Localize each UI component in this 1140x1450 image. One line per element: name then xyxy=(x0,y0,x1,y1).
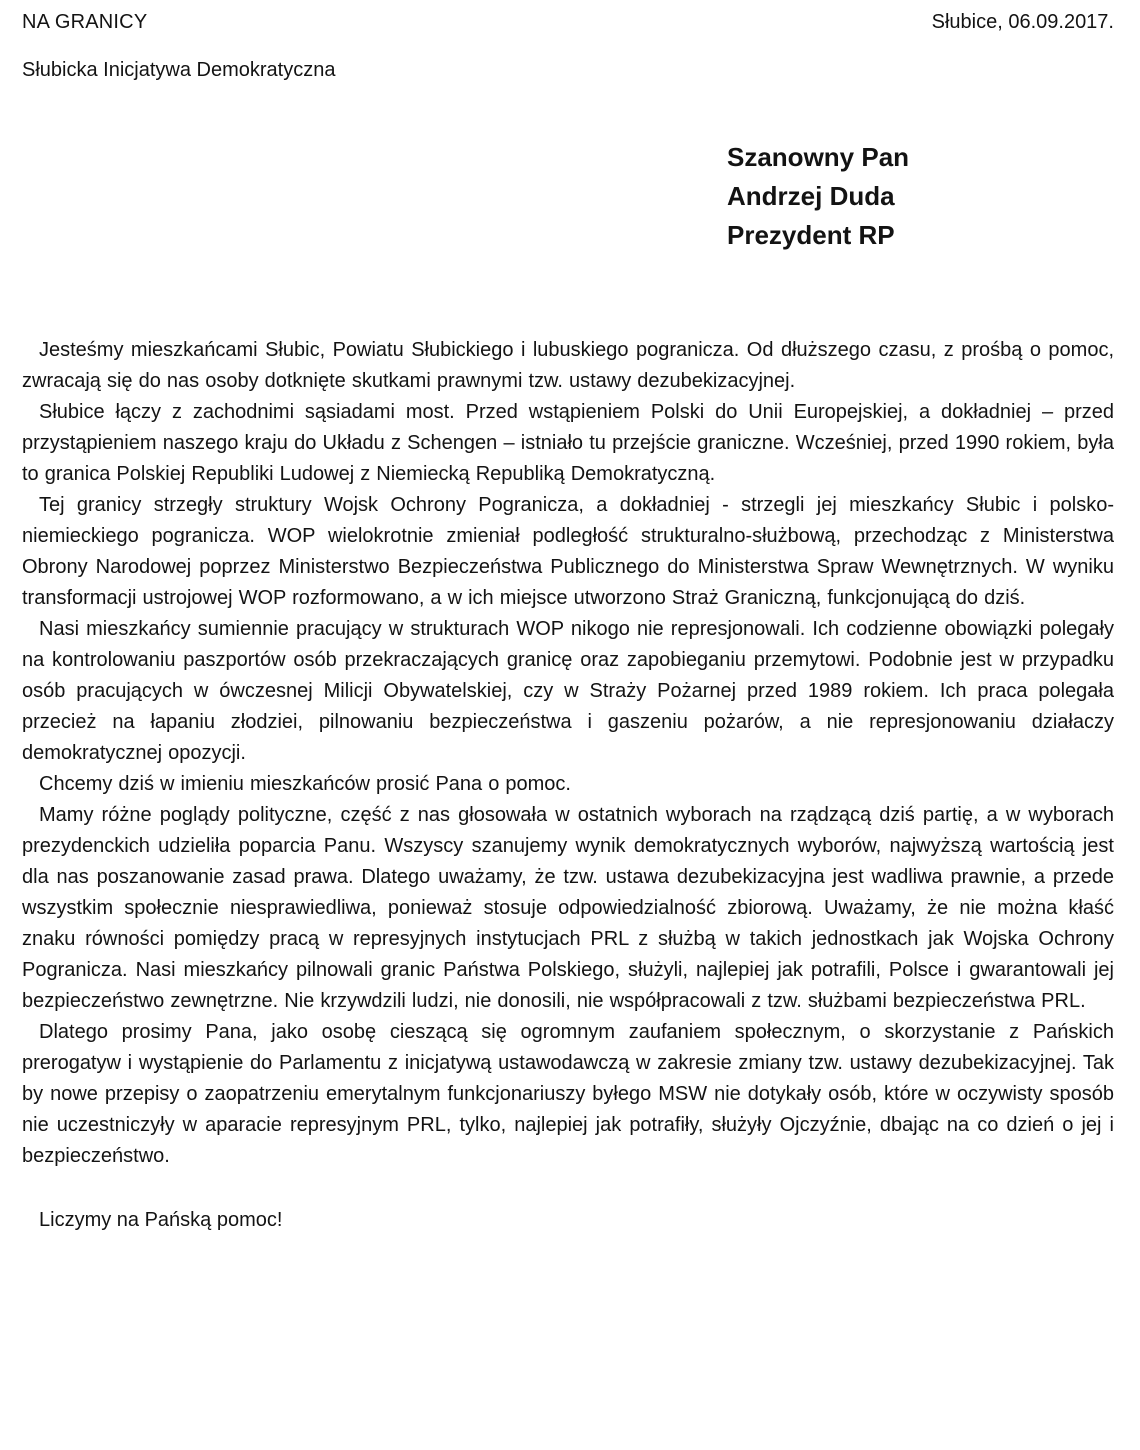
paragraph: Mamy różne poglądy polityczne, część z nas głosowała w ostatnich wyborach na rządzącą dziś partię, a w wyborach prezydenckich udzieliła poparcia Panu. Wszyscy szanujemy wynik demokratycznych wyborów, najwyższą wartością jest dla nas poszanowanie zasad prawa. Dlatego uważamy, że tzw. ustawa dezubekizacyjna jest wadliwa prawnie, a przede wszystkim społecznie niesprawiedliwa, ponieważ stosuje odpowiedzialność zbiorową. Uważamy, że nie można kłaść znaku równości pomiędzy pracą w represyjnych instytucjach PRL z służbą w takich jednostkach jak Wojska Ochrony Pogranicza. Nasi mieszkańcy pilnowali granic Państwa Polskiego, służyli, najlepiej jak potrafili, Polsce i gwarantowali jej bezpieczeństwo zewnętrzne. Nie krzywdzili ludzi, nie donosili, nie współpracowali z tzw. służbami bezpieczeństwa PRL. xyxy=(22,804,1114,1012)
dateline: Słubice, 06.09.2017. xyxy=(931,11,1114,33)
recipient-salutation: Szanowny Pan xyxy=(727,142,910,172)
paragraph: Nasi mieszkańcy sumiennie pracujący w strukturach WOP nikogo nie represjonowali. Ich codzienne obowiązki polegały na kontrolowaniu paszportów osób przekraczających granicę oraz zapobieganiu przemytowi. Podobnie jest w przypadku osób pracujących w ówczesnej Milicji Obywatelskiej, czy w Straży Pożarnej przed 1989 rokiem. Ich praca polegała przecież na łapaniu złodziei, pilnowaniu bezpieczeństwa i gaszeniu pożarów, a nie represjonowaniu działaczy demokratycznej opozycji. xyxy=(22,618,1114,764)
paragraph: Dlatego prosimy Pana, jako osobę cieszącą się ogromnym zaufaniem społecznym, o skorzystanie z Pańskich prerogatyw i wystąpienie do Parlamentu z inicjatywą ustawodawczą w zakresie zmiany tzw. ustawy dezubekizacyjnej. Tak by nowe przepisy o zaopatrzeniu emerytalnym funkcjonariuszy byłego MSW nie dotykały osób, które w oczywisty sposób nie uczestniczyły w aparacie represyjnym PRL, tylko, najlepiej jak potrafiły, służyły Ojczyźnie, dbając na co dzień o jej i bezpieczeństwo. xyxy=(22,1021,1114,1167)
letter-header xyxy=(22,10,1114,34)
recipient-block xyxy=(727,138,1114,255)
recipient-title: Prezydent RP xyxy=(727,220,895,250)
sender-name: NA GRANICY xyxy=(22,11,148,33)
organization-name: Słubicka Inicjatywa Demokratyczna xyxy=(22,59,336,81)
paragraph: Tej granicy strzegły struktury Wojsk Ochrony Pogranicza, a dokładniej - strzegli jej mieszkańcy Słubic i polsko-niemieckiego pogranicza. WOP wielokrotnie zmieniał podległość strukturalno-służbową, przechodząc z Ministerstwa Obrony Narodowej poprzez Ministerstwo Bezpieczeństwa Publicznego do Ministerstwa Spraw Wewnętrznych. W wyniku transformacji ustrojowej WOP rozformowano, a w ich miejsce utworzono Straż Graniczną, funkcjonującą do dziś. xyxy=(22,494,1114,609)
closing-line: Liczymy na Pańską pomoc! xyxy=(39,1209,283,1231)
paragraph: Jesteśmy mieszkańcami Słubic, Powiatu Słubickiego i lubuskiego pogranicza. Od dłuższego czasu, z prośbą o pomoc, zwracają się do nas osoby dotknięte skutkami prawnymi tzw. ustawy dezubekizacyjnej. xyxy=(22,339,1114,392)
recipient-name: Andrzej Duda xyxy=(727,181,895,211)
paragraph: Słubice łączy z zachodnimi sąsiadami most. Przed wstąpieniem Polski do Unii Europejskiej, a dokładniej – przed przystąpieniem naszego kraju do Układu z Schengen – istniało tu przejście graniczne. Wcześniej, przed 1990 rokiem, była to granica Polskiej Republiki Ludowej z Niemiecką Republiką Demokratyczną. xyxy=(22,401,1114,485)
paragraph: Chcemy dziś w imieniu mieszkańców prosić Pana o pomoc. xyxy=(39,773,571,795)
letter-body xyxy=(22,335,1114,1172)
